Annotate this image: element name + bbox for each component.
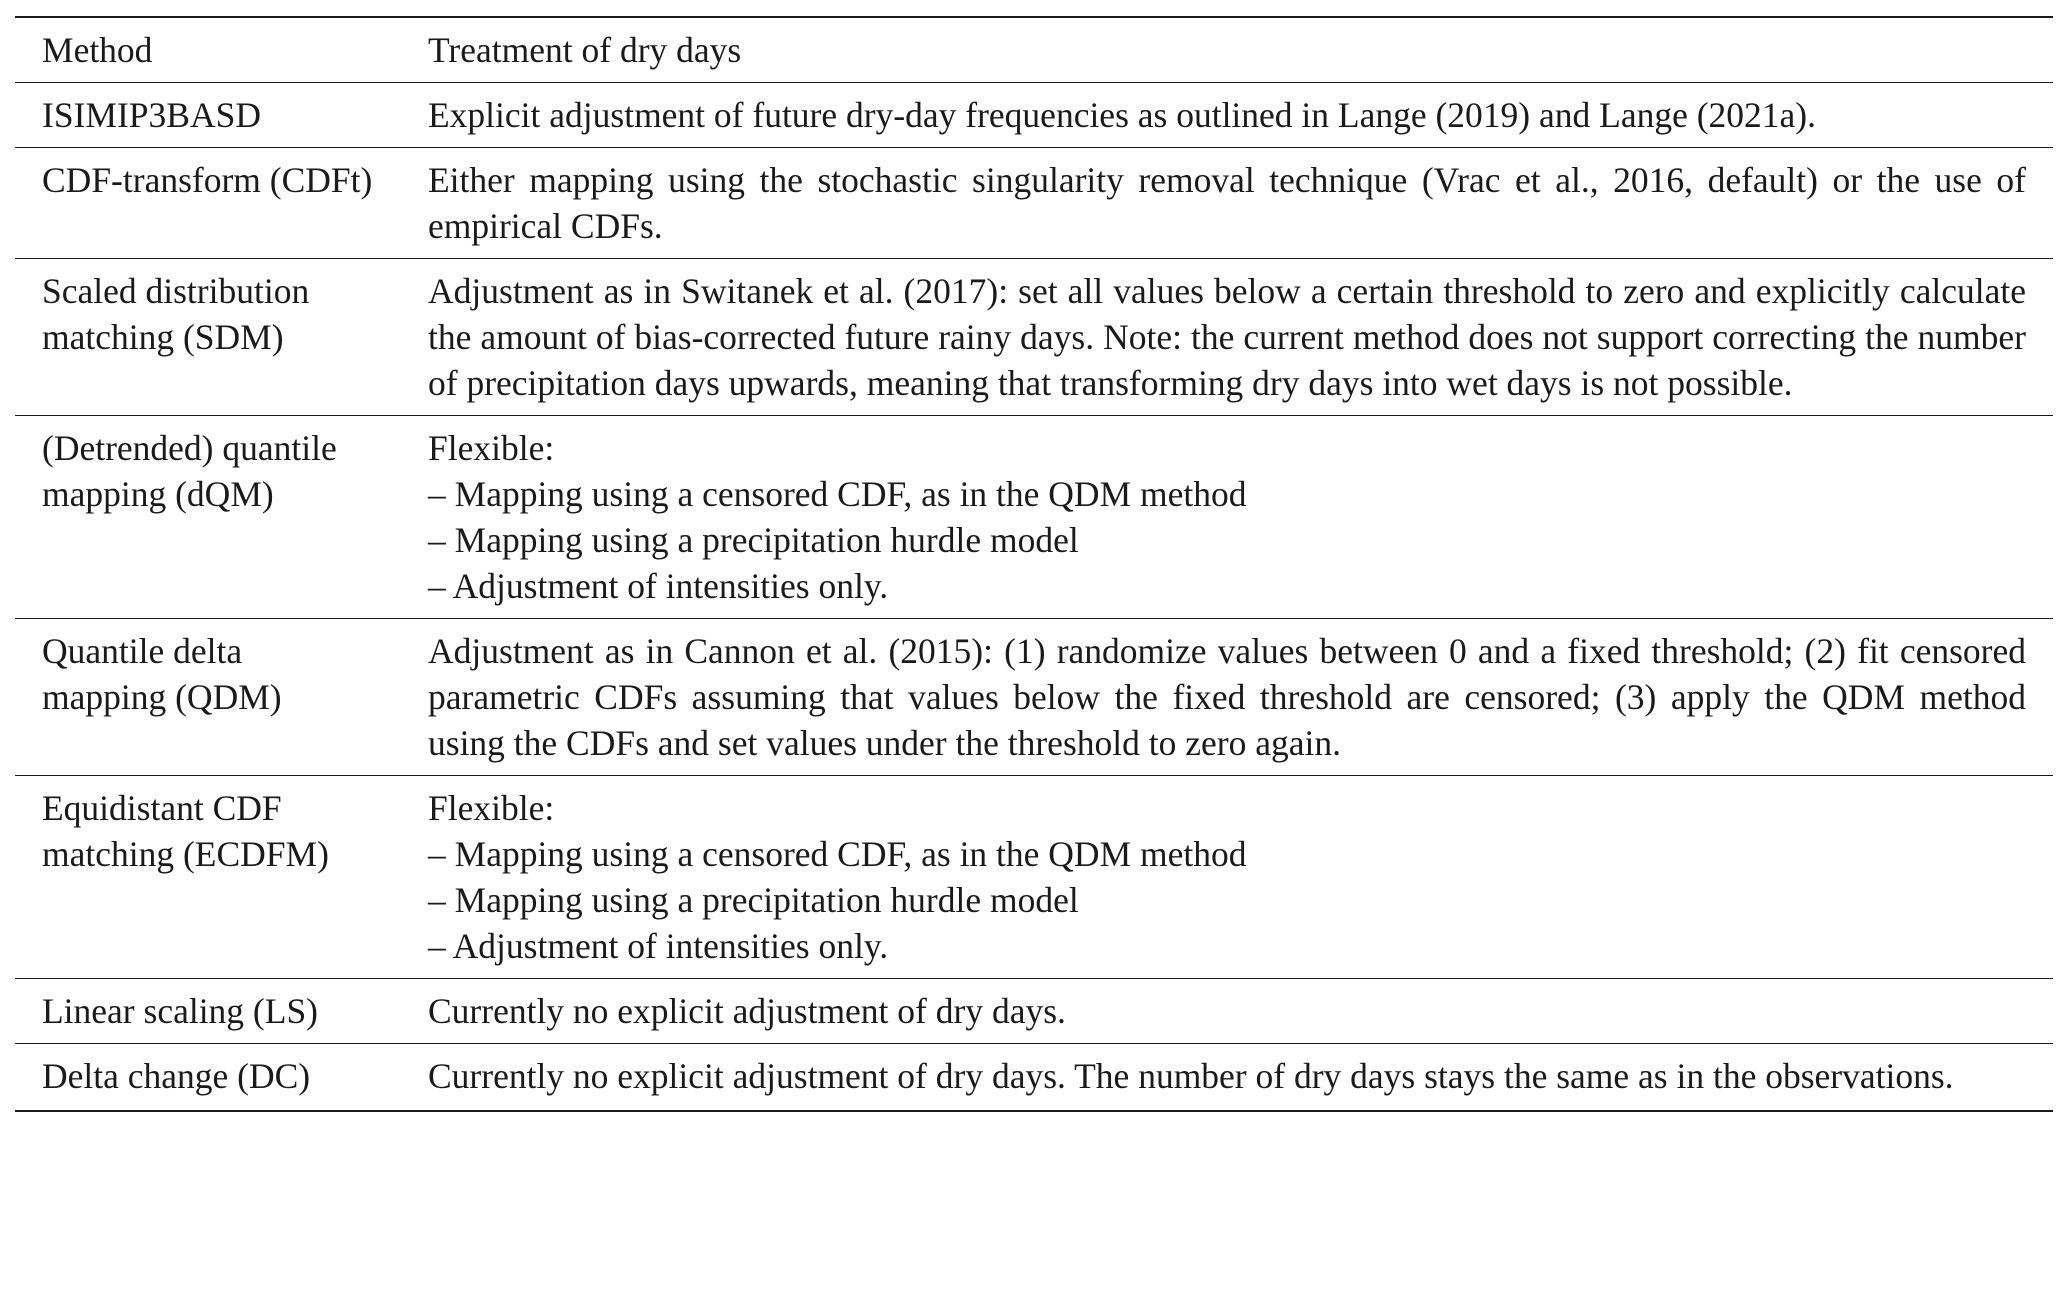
table-header-row: [15, 17, 2053, 83]
table-row: [15, 1044, 2053, 1112]
treatment-list-item: – Mapping using a precipitation hurdle model: [428, 520, 1079, 560]
treatment-list-item: – Mapping using a censored CDF, as in the QDM method: [428, 834, 1247, 874]
table-row: [15, 416, 2053, 619]
treatment-line: Flexible:: [428, 788, 555, 828]
treatment-cell: [428, 416, 2053, 619]
table-row: [15, 619, 2053, 776]
method-cell: [15, 148, 428, 259]
table-row: [15, 148, 2053, 259]
treatment-text: Currently no explicit adjustment of dry days. The number of dry days stays the same as in the observations.: [428, 1056, 1954, 1096]
method-label-line-1: Scaled distribution: [42, 271, 310, 311]
table-row: [15, 259, 2053, 416]
treatment-cell: [428, 619, 2053, 776]
table-row: [15, 776, 2053, 979]
table-row: [15, 83, 2053, 148]
method-cell: [15, 776, 428, 979]
method-cell: [15, 83, 428, 148]
header-treatment: Treatment of dry days: [428, 17, 2053, 83]
treatment-text: Adjustment as in Switanek et al. (2017): set all values below a certain threshold to zero and explicitly calculate the amount of bias-corrected future rainy days. Note: the current method does not support correcting the number of precipitation days upwards, meaning that transforming dry days into wet days is not possible.: [428, 271, 2026, 403]
method-label-line-1: Quantile delta: [42, 631, 243, 671]
table-row: [15, 979, 2053, 1044]
method-label-line-2: matching (SDM): [42, 317, 284, 357]
method-label-line-1: (Detrended) quantile: [42, 428, 337, 468]
method-cell: [15, 1044, 428, 1112]
method-label-line-2: mapping (QDM): [42, 677, 282, 717]
method-label-line-2: mapping (dQM): [42, 474, 274, 514]
method-cell: [15, 619, 428, 776]
treatment-cell: [428, 776, 2053, 979]
treatment-text: Currently no explicit adjustment of dry days.: [428, 991, 1066, 1031]
treatment-list-item: – Mapping using a censored CDF, as in the QDM method: [428, 474, 1247, 514]
header-method: Method: [15, 17, 428, 83]
method-label-line-2: matching (ECDFM): [42, 834, 329, 874]
treatment-cell: [428, 148, 2053, 259]
treatment-cell: [428, 259, 2053, 416]
method-label: CDF-transform (CDFt): [42, 160, 373, 200]
treatment-cell: [428, 1044, 2053, 1112]
method-label: ISIMIP3BASD: [42, 95, 261, 135]
treatment-cell: [428, 83, 2053, 148]
treatment-list-item: – Mapping using a precipitation hurdle model: [428, 880, 1079, 920]
treatment-text: Adjustment as in Cannon et al. (2015): (1) randomize values between 0 and a fixed threshold; (2) fit censored parametric CDFs assuming that values below the fixed threshold are censored; (3) apply the QDM method using the CDFs and set values under the threshold to zero again.: [428, 631, 2026, 763]
method-label: Delta change (DC): [42, 1056, 311, 1096]
treatment-line: Flexible:: [428, 428, 555, 468]
treatment-text: Explicit adjustment of future dry-day frequencies as outlined in Lange (2019) and Lange (2021a).: [428, 95, 1816, 135]
method-cell: [15, 259, 428, 416]
method-cell: [15, 979, 428, 1044]
treatment-text: Either mapping using the stochastic singularity removal technique (Vrac et al., 2016, default) or the use of empirical CDFs.: [428, 160, 2026, 246]
method-label-line-1: Equidistant CDF: [42, 788, 282, 828]
method-label: Linear scaling (LS): [42, 991, 319, 1031]
dry-days-table-container: [15, 16, 2053, 1112]
method-cell: [15, 416, 428, 619]
treatment-cell: [428, 979, 2053, 1044]
treatment-list-item: – Adjustment of intensities only.: [428, 926, 889, 966]
dry-days-table: [15, 16, 2053, 1112]
treatment-list-item: – Adjustment of intensities only.: [428, 566, 889, 606]
